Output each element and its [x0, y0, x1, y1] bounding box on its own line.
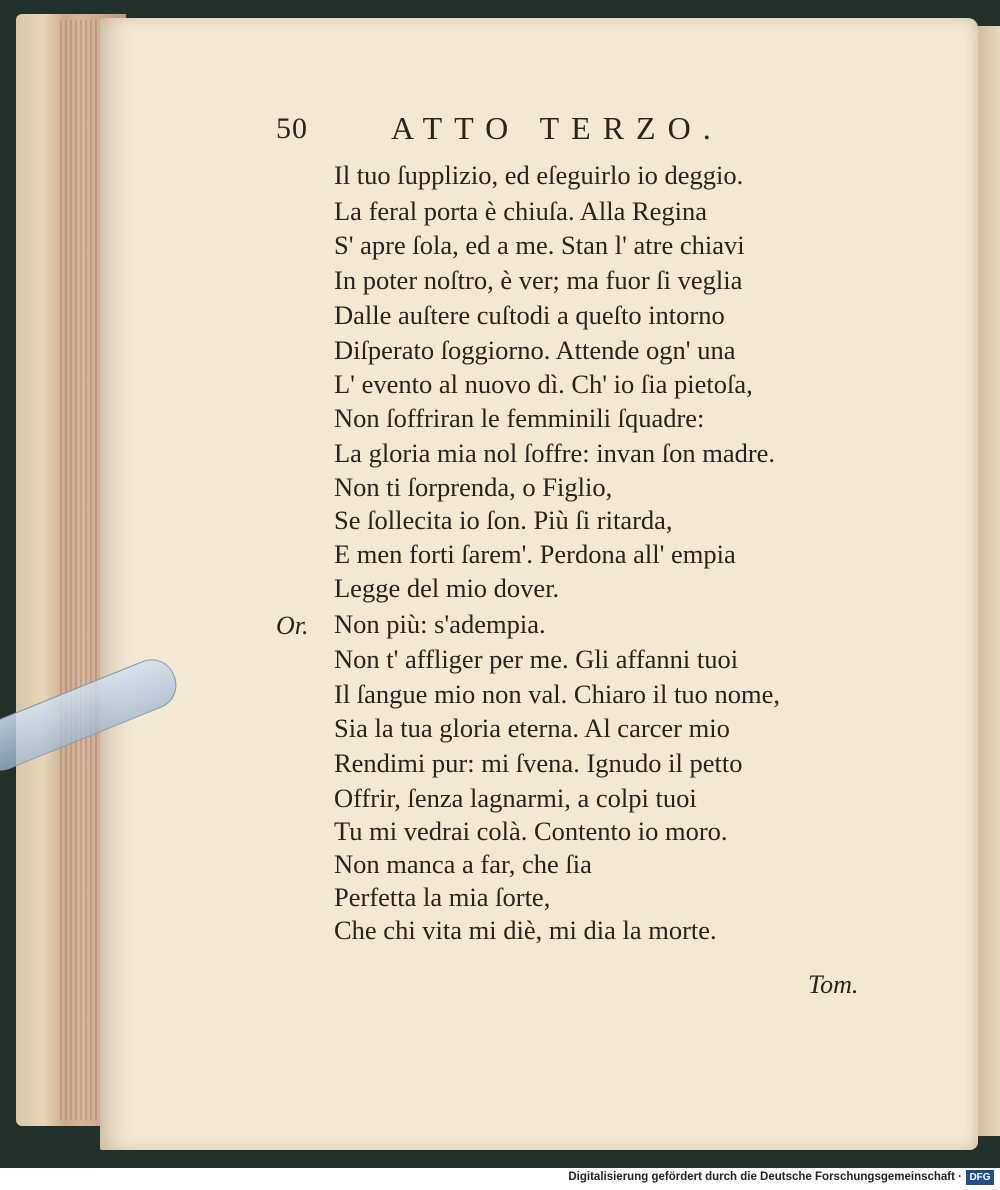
verse-line: Diſperato ſoggiorno. Attende ogn' una: [334, 335, 736, 365]
verse-line: Sia la tua gloria eterna. Al carcer mio: [334, 713, 730, 743]
verse-line: Tu mi vedrai colà. Contento io moro.: [334, 816, 728, 846]
verse-line: Non t' affliger per me. Gli affanni tuoi: [334, 644, 739, 674]
verse-line: In poter noſtro, è ver; ma fuor ſi veglia: [334, 265, 743, 295]
catchword: Tom.: [808, 970, 859, 999]
page-number: 50: [276, 112, 308, 145]
page-edges-texture: [60, 20, 105, 1120]
funding-credit: Digitalisierung gefördert durch die Deutsche Forschungsgemeinschaft ·: [568, 1171, 962, 1183]
verse-line: S' apre ſola, ed a me. Stan l' atre chiavi: [334, 230, 745, 260]
verse-line: Non ti ſorprenda, o Figlio,: [334, 472, 613, 502]
verse-line: Legge del mio dover.: [334, 573, 560, 603]
running-head: ATTO TERZO.: [391, 110, 723, 146]
verse-line: Perfetta la mia ſorte,: [334, 882, 551, 912]
verse-line: L' evento al nuovo dì. Ch' io ſia pietoſa,: [334, 369, 753, 399]
verse-line: Che chi vita mi diè, mi dia la morte.: [334, 915, 717, 945]
dfg-logo: DFG: [966, 1170, 994, 1185]
speaker-label: Or.: [276, 611, 309, 640]
verse-line: Rendimi pur: mi ſvena. Ignudo il petto: [334, 748, 743, 778]
verse-line: Non più: s'adempia.: [334, 609, 546, 639]
verse-line: Se ſollecita io ſon. Più ſi ritarda,: [334, 505, 673, 535]
verse-line: Dalle auſtere cuſtodi a queſto intorno: [334, 300, 725, 330]
verse-line: Il tuo ſupplizio, ed eſeguirlo io deggio.: [334, 160, 744, 190]
verse-line: La feral porta è chiuſa. Alla Regina: [334, 196, 708, 226]
verse-line: Il ſangue mio non val. Chiaro il tuo nome,: [334, 679, 781, 709]
verse-line: Non manca a far, che ſia: [334, 849, 592, 879]
verse-line: Offrir, ſenza lagnarmi, a colpi tuoi: [334, 783, 697, 813]
verse-line: La gloria mia nol ſoffre: invan ſon madre.: [334, 438, 776, 468]
verse-line: Non ſoffriran le femminili ſquadre:: [334, 403, 705, 433]
verse-line: E men forti ſarem'. Perdona all' empia: [334, 539, 736, 569]
